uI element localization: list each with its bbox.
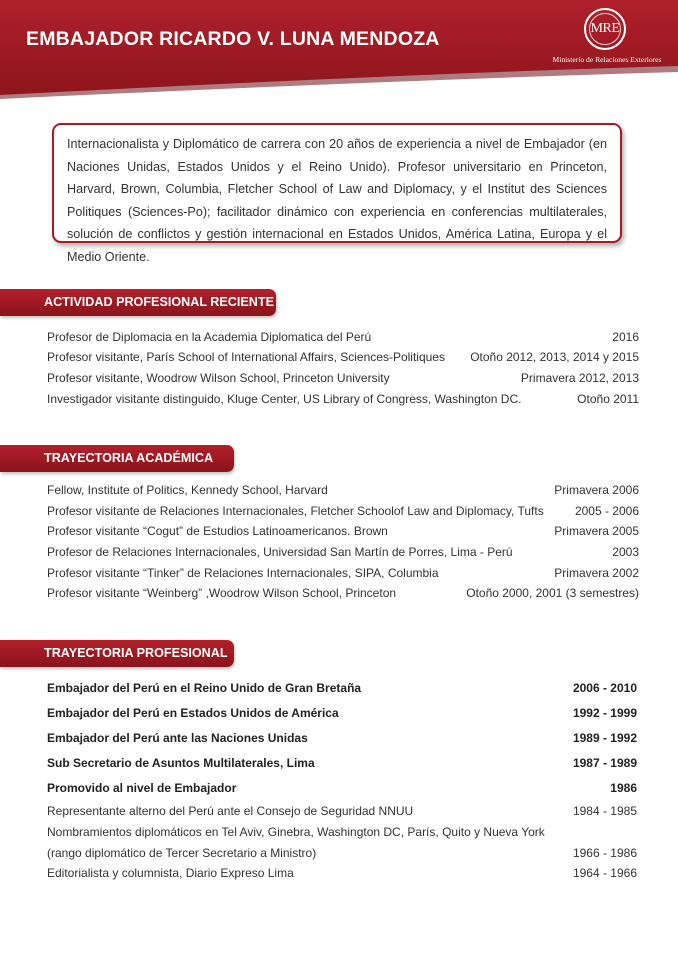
item-text: Profesor visitante “Cogut” de Estudios Latinoamericanos. Brown <box>47 524 388 538</box>
list-item <box>47 781 637 795</box>
item-text: Profesor visitante, París School of International Affairs, Sciences-Politiques <box>47 350 445 364</box>
item-date: 2006 - 2010 <box>572 681 637 695</box>
list-item <box>47 866 637 880</box>
item-text: Investigador visitante distinguido, Kluge Center, US Library of Congress, Washington DC. <box>47 392 522 406</box>
item-text: Profesor de Diplomacia en la Academia Diplomatica del Perú <box>47 330 372 344</box>
item-text: Fellow, Institute of Politics, Kennedy School, Harvard <box>47 483 328 497</box>
item-text: Profesor de Relaciones Internacionales, Universidad San Martín de Porres, Lima - Perú <box>47 545 513 559</box>
item-date: 1989 - 1992 <box>572 731 637 745</box>
item-text: Profesor visitante “Tinker” de Relaciones Internacionales, SIPA, Columbia <box>47 566 439 580</box>
section-header-profesional: TRAYECTORIA PROFESIONAL <box>0 640 234 667</box>
list-item <box>47 483 639 497</box>
list-item <box>47 545 639 559</box>
item-text: Embajador del Perú ante las Naciones Unidas <box>47 731 308 745</box>
item-date: 1986 <box>610 781 637 795</box>
list-item <box>47 846 637 860</box>
list-item <box>47 756 637 770</box>
item-date: 1964 - 1966 <box>572 866 637 880</box>
item-text: Representante alterno del Perú ante el Consejo de Seguridad NNUU <box>47 804 414 818</box>
list-item <box>47 350 639 364</box>
page-title: EMBAJADOR RICARDO V. LUNA MENDOZA <box>26 28 440 50</box>
item-text: Profesor visitante “Weinberg” ,Woodrow Wilson School, Princeton <box>47 586 397 600</box>
item-date: 2003 <box>612 545 639 559</box>
list-item <box>47 371 639 385</box>
item-text: Nombramientos diplomáticos en Tel Aviv, Ginebra, Washington DC, París, Quito y Nueva York <box>47 825 545 839</box>
list-item <box>47 330 639 344</box>
item-date: 1984 - 1985 <box>572 804 637 818</box>
item-date: 2005 - 2006 <box>574 504 639 518</box>
item-date: 1992 - 1999 <box>572 706 637 720</box>
item-text: Embajador del Perú en el Reino Unido de Gran Bretaña <box>47 681 362 695</box>
item-text: Editorialista y columnista, Diario Expreso Lima <box>47 866 294 880</box>
item-date: Otoño 2012, 2013, 2014 y 2015 <box>470 350 639 364</box>
mre-seal-icon <box>584 8 626 50</box>
section-header-academica: TRAYECTORIA ACADÉMICA <box>0 445 234 472</box>
item-text: (rango diplomático de Tercer Secretario a Ministro) <box>47 846 317 860</box>
list-item <box>47 706 637 720</box>
item-date: Primavera 2002 <box>554 566 639 580</box>
list-item <box>47 524 639 538</box>
profile-summary: Internacionalista y Diplomático de carrera con 20 años de experiencia a nivel de Embajador (en Naciones Unidas, Estados Unidos y el Reino Unido). Profesor universitario en Princeton, Harvard, Brown, Columbia, Fletcher School of Law and Diplomacy, y el Institut des Sciences Politiques (Sciences-Po); facilitador dinámico con experiencia en conferencias multilaterales, solución de conflictos y gestión internacional en Estados Unidos, América Latina, Europa y el Medio Oriente. <box>52 123 622 243</box>
list-item <box>47 504 639 518</box>
item-text: Profesor visitante, Woodrow Wilson School, Princeton University <box>47 371 390 385</box>
item-date: Otoño 2000, 2001 (3 semestres) <box>466 586 639 600</box>
list-item <box>47 566 639 580</box>
list-item <box>47 825 637 839</box>
item-text: Sub Secretario de Asuntos Multilaterales, Lima <box>47 756 315 770</box>
item-date: Otoño 2011 <box>577 392 639 406</box>
item-date: Primavera 2012, 2013 <box>520 371 639 385</box>
list-item <box>47 586 639 600</box>
list-item <box>47 804 637 818</box>
item-date: 2016 <box>612 330 639 344</box>
item-date: 1966 - 1986 <box>572 846 637 860</box>
item-date: Primavera 2006 <box>554 483 639 497</box>
ministry-logo <box>540 8 674 72</box>
list-item <box>47 681 637 695</box>
list-item <box>47 392 639 406</box>
item-text: Profesor visitante de Relaciones Internacionales, Fletcher Schoolof Law and Diplomacy, Tufts <box>47 504 544 518</box>
list-item <box>47 731 637 745</box>
item-date: 1987 - 1989 <box>572 756 637 770</box>
item-date: Primavera 2005 <box>554 524 639 538</box>
item-text: Promovido al nivel de Embajador <box>47 781 237 795</box>
logo-monogram: MRE <box>590 21 620 36</box>
item-text: Embajador del Perú en Estados Unidos de América <box>47 706 339 720</box>
section-header-actividad: ACTIVIDAD PROFESIONAL RECIENTE <box>0 289 276 316</box>
logo-caption: Ministerio de Relaciones Exteriores <box>552 55 662 64</box>
